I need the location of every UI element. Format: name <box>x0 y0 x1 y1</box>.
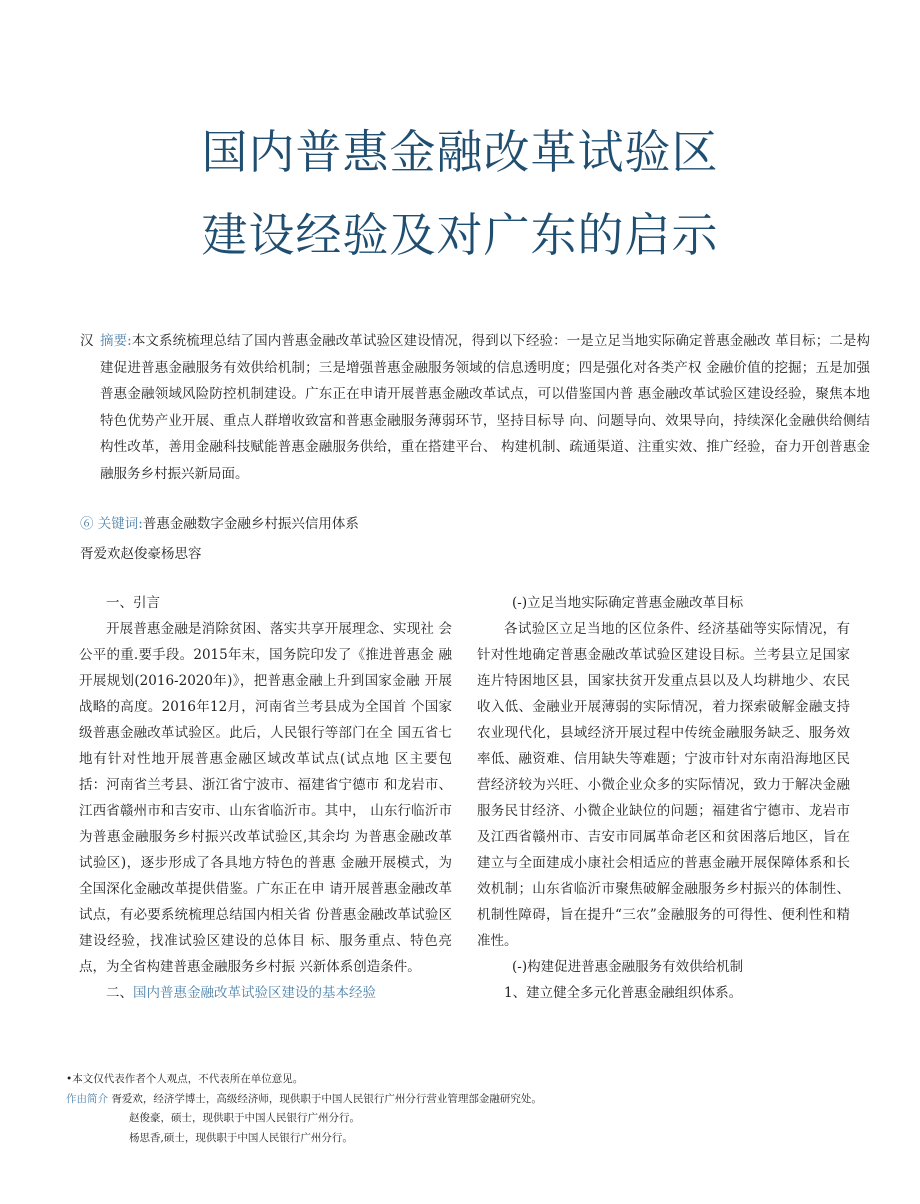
authors: 胥爱欢赵俊豪杨思容 <box>80 546 202 562</box>
section-1-body: 开展普惠金融是消除贫困、落实共享开展理念、实现社 会公平的重.要手段。2015年末，国务院印发了《推进普惠金 融开展规划(2016-2020年)》，把普惠金融上升到国家金融 开展战略的高度。2016年12月，河南省兰考县成为全国首 个国家级普惠金融改革试验区。此后，人民银行等部门在全 国五省七地有针对性地开展普惠金融区域改革试点(试点地 区主要包括：河南省兰考县、浙江省宁波市、福建省宁德市 和龙岩市、江西省赣州市和吉安市、山东省临沂市。其中， 山东行临沂市为普惠金融服务乡村振兴改革试验区,其余均 为普惠金融改革试验区)，逐步形成了各具地方特色的普惠 金融开展模式，为全国深化金融改革提供借鉴。广东正在申 请开展普惠金融改革试点，有必要系统梳理总结国内相关省 份普惠金融改革试验区建设经验，找准试验区建设的总体目 标、服务重点、特色亮点，为全省构建普惠金融服务乡村振 兴新体系创造条件。 <box>79 621 452 975</box>
section-2-prefix: 二、 <box>106 985 133 1001</box>
left-column <box>79 590 452 1006</box>
footnote-author-1-text: 胥爱欢，经济学博士，高级经济师，现供职于中国人民银行广州分行营业管理部金融研究处。 <box>111 1092 542 1105</box>
paper-title-line-2: 建设经验及对广东的启示 <box>201 208 719 262</box>
footnote-author-label: 作由简介 <box>66 1092 108 1105</box>
subsection-1-body: 各试验区立足当地的区位条件、经济基础等实际情况，有针对性地确定普惠金融改革试验区建设目标。兰考县立足国家连片特困地区县，国家扶贫开发重点县以及人均耕地少、农民收入低、金融业开展薄弱的实际情况，着力探索破解金融支持农业现代化，县域经济开展过程中传统金融服务缺乏、服务效率低、融资难、信用缺失等难题；宁波市针对东南沿海地区民营经济较为兴旺、小微企业众多的实际情况，致力于解决金融服务民甘经济、小微企业缺位的问题；福建省宁德市、龙岩市及江西省赣州市、吉安市同属革命老区和贫困落后地区，旨在建立与全面建成小康社会相适应的普惠金融开展保障体系和长效机制；山东省临沂市聚焦破解金融服务乡村振兴的体制性、机制性障碍，旨在提升“三农”金融服务的可得性、便利性和精准性。 <box>477 621 850 949</box>
abstract-prefix: 汉 <box>80 333 94 349</box>
right-column <box>477 590 850 1006</box>
abstract-text: 本文系统梳理总结了国内普惠金融改革试验区建设情况，得到以下经验：一是立足当地实际确定普惠金融改 革目标；二是构建促进普惠金融服务有效供给机制；三是增强普惠金融服务领域的信息透明度；四是强化对各类产权 金融价值的挖掘；五是加强普惠金融领域风险防控机制建设。广东正在申请开展普惠金融改革试点，可以借鉴国内普 惠金融改革试验区建设经验，聚焦本地特色优势产业开展、重点人群增收致富和普惠金融服务薄弱环节，坚持目标导 向、问题导向、效果导向，持续深化金融供给侧结构性改革，善用金融科技赋能普惠金融服务供给，重在搭建平台、 构建机制、疏通渠道、注重实效、推广经验，奋力开创普惠金融服务乡村振兴新局面。 <box>100 333 870 482</box>
footnote-author-2: 赵俊豪，硕士，现供职于中国人民银行广州分行。 <box>129 1112 360 1124</box>
subsection-2-item-1: 1、建立健全多元化普惠金融组织体系。 <box>504 985 743 1001</box>
footnote-disclaimer: •本文仅代表作者个人观点，不代表所在单位意见。 <box>66 1073 304 1085</box>
footnote-author-3: 杨思香,硕士，现供职于中国人民银行广州分行。 <box>129 1131 353 1144</box>
keywords <box>80 513 359 535</box>
footnote-author-1 <box>66 1090 542 1110</box>
abstract-label: 摘要: <box>100 333 132 349</box>
section-1-heading: 一、引言 <box>106 595 160 611</box>
keywords-label: 关键词: <box>97 516 143 532</box>
paper-title-line-1: 国内普惠金融改革试验区 <box>201 125 719 179</box>
keywords-mark: ⑥ <box>80 516 94 532</box>
subsection-2-heading: (-)构建促进普惠金融服务有效供给机制 <box>512 959 744 975</box>
footnotes <box>66 1070 542 1148</box>
section-2-title: 国内普惠金融改革试验区建设的基本经验 <box>133 985 376 1001</box>
subsection-1-heading: (-)立足当地实际确定普惠金融改革目标 <box>512 595 744 611</box>
abstract <box>100 328 870 487</box>
keywords-text: 普惠金融数字金融乡村振兴信用体系 <box>142 516 359 532</box>
section-2-heading <box>79 980 452 1006</box>
